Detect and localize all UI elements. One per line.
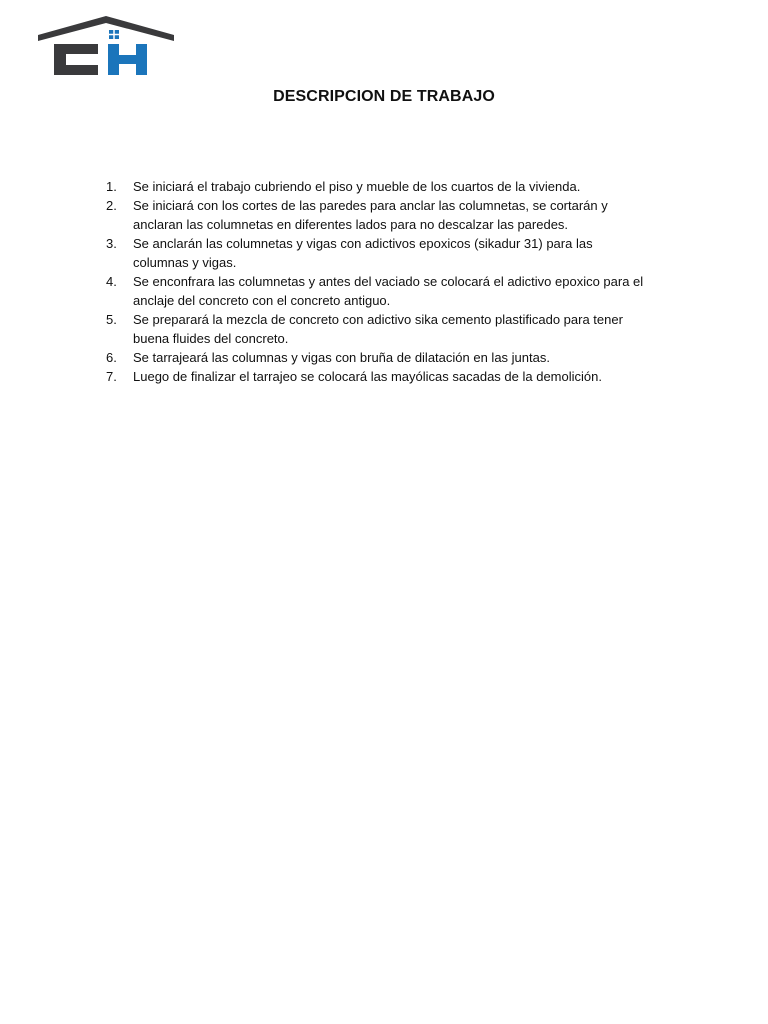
list-item: [106, 348, 646, 367]
house-logo: [38, 14, 174, 78]
house-logo-icon: [38, 14, 174, 78]
list-item: [106, 234, 646, 272]
list-item-number: 2.: [106, 198, 117, 213]
list-item-number: 3.: [106, 236, 117, 251]
list-item-number: 5.: [106, 312, 117, 327]
page-title: DESCRIPCION DE TRABAJO: [273, 88, 495, 105]
list-item: [106, 196, 646, 234]
list-item: [106, 272, 646, 310]
list-item-text: Se iniciará el trabajo cubriendo el piso y mueble de los cuartos de la vivienda.: [133, 179, 581, 194]
list-item-number: 4.: [106, 274, 117, 289]
list-item-text: Se anclarán las columnetas y vigas con adictivos epoxicos (sikadur 31) para las columnas y vigas.: [133, 236, 593, 270]
list-item-text: Se tarrajeará las columnas y vigas con bruña de dilatación en las juntas.: [133, 350, 550, 365]
list-item-text: Se preparará la mezcla de concreto con adictivo sika cemento plastificado para tener buena fluides del concreto.: [133, 312, 623, 346]
list-item-text: Se enconfrara las columnetas y antes del vaciado se colocará el adictivo epoxico para el anclaje del concreto con el concreto antiguo.: [133, 274, 644, 308]
list-item-number: 6.: [106, 350, 117, 365]
list-item: [106, 310, 646, 348]
list-item-number: 1.: [106, 179, 117, 194]
work-steps-list: [106, 177, 646, 386]
list-item: [106, 367, 646, 386]
list-item: [106, 177, 646, 196]
list-item-number: 7.: [106, 369, 117, 384]
list-item-text: Luego de finalizar el tarrajeo se colocará las mayólicas sacadas de la demolición.: [133, 369, 602, 384]
list-item-text: Se iniciará con los cortes de las paredes para anclar las columnetas, se cortarán y anclaran las columnetas en diferentes lados para no descalzar las paredes.: [133, 198, 608, 232]
